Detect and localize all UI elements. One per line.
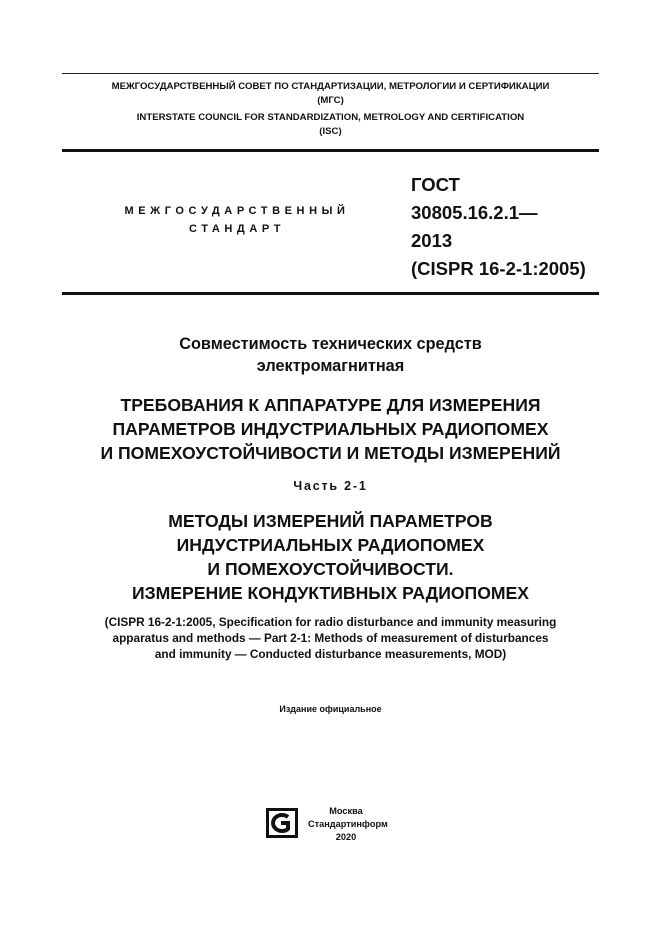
designation-gost: ГОСТ (411, 174, 460, 195)
title-main-line3: И ПОМЕХОУСТОЙЧИВОСТИ И МЕТОДЫ ИЗМЕРЕНИЙ (100, 443, 561, 463)
cispr-reference-line1: (CISPR 16-2-1:2005, Specification for radio disturbance and immunity measuring (104, 615, 557, 629)
part-title-line2: ИНДУСТРИАЛЬНЫХ РАДИОПОМЕХ (176, 535, 485, 555)
title-subject-line1: Совместимость технических средств (179, 335, 482, 353)
part-title-line4: ИЗМЕРЕНИЕ КОНДУКТИВНЫХ РАДИОПОМЕХ (131, 583, 530, 603)
title-main (30, 393, 631, 465)
cispr-reference-line3: and immunity — Conducted disturbance measurements, MOD) (154, 647, 507, 661)
publisher (308, 805, 388, 844)
council-name-en: INTERSTATE COUNCIL FOR STANDARDIZATION, METROLOGY AND CERTIFICATION (136, 112, 525, 123)
council-abbr-ru: (МГС) (317, 95, 344, 106)
designation-bottom-rule (62, 292, 599, 295)
title-main-line2: ПАРАМЕТРОВ ИНДУСТРИАЛЬНЫХ РАДИОПОМЕХ (112, 419, 549, 439)
council-abbr-en: (ISC) (319, 126, 342, 137)
part-title (30, 509, 631, 605)
standard-type-line1: МЕЖГОСУДАРСТВЕННЫЙ (124, 205, 350, 217)
title-subject (30, 333, 631, 377)
designation-cispr: (CISPR 16-2-1:2005) (411, 258, 586, 279)
part-number: Часть 2-1 (293, 479, 368, 493)
publisher-year: 2020 (335, 832, 357, 842)
part-title-line3: И ПОМЕХОУСТОЙЧИВОСТИ. (207, 559, 454, 579)
publisher-city: Москва (329, 806, 363, 816)
council-name-ru: МЕЖГОСУДАРСТВЕННЫЙ СОВЕТ ПО СТАНДАРТИЗАЦИИ, МЕТРОЛОГИИ И СЕРТИФИКАЦИИ (111, 81, 550, 92)
edition-note: Издание официальное (279, 704, 382, 714)
header-bottom-rule (62, 149, 599, 152)
standard-type (112, 205, 362, 235)
council-header (62, 80, 599, 139)
part-title-line1: МЕТОДЫ ИЗМЕРЕНИЙ ПАРАМЕТРОВ (168, 511, 493, 531)
designation-number: 30805.16.2.1— (411, 202, 538, 223)
designation-year: 2013 (411, 230, 453, 251)
cispr-reference-line2: apparatus and methods — Part 2-1: Methods of measurement of disturbances (112, 631, 549, 645)
title-subject-line2: электромагнитная (256, 357, 405, 375)
title-main-line1: ТРЕБОВАНИЯ К АППАРАТУРЕ ДЛЯ ИЗМЕРЕНИЯ (120, 395, 541, 415)
cispr-reference (30, 614, 631, 662)
standard-designation (411, 171, 586, 283)
standard-type-line2: СТАНДАРТ (188, 223, 286, 235)
publisher-name: Стандартинформ (308, 819, 388, 829)
standartinform-logo-icon (266, 808, 298, 838)
top-rule (62, 73, 599, 74)
